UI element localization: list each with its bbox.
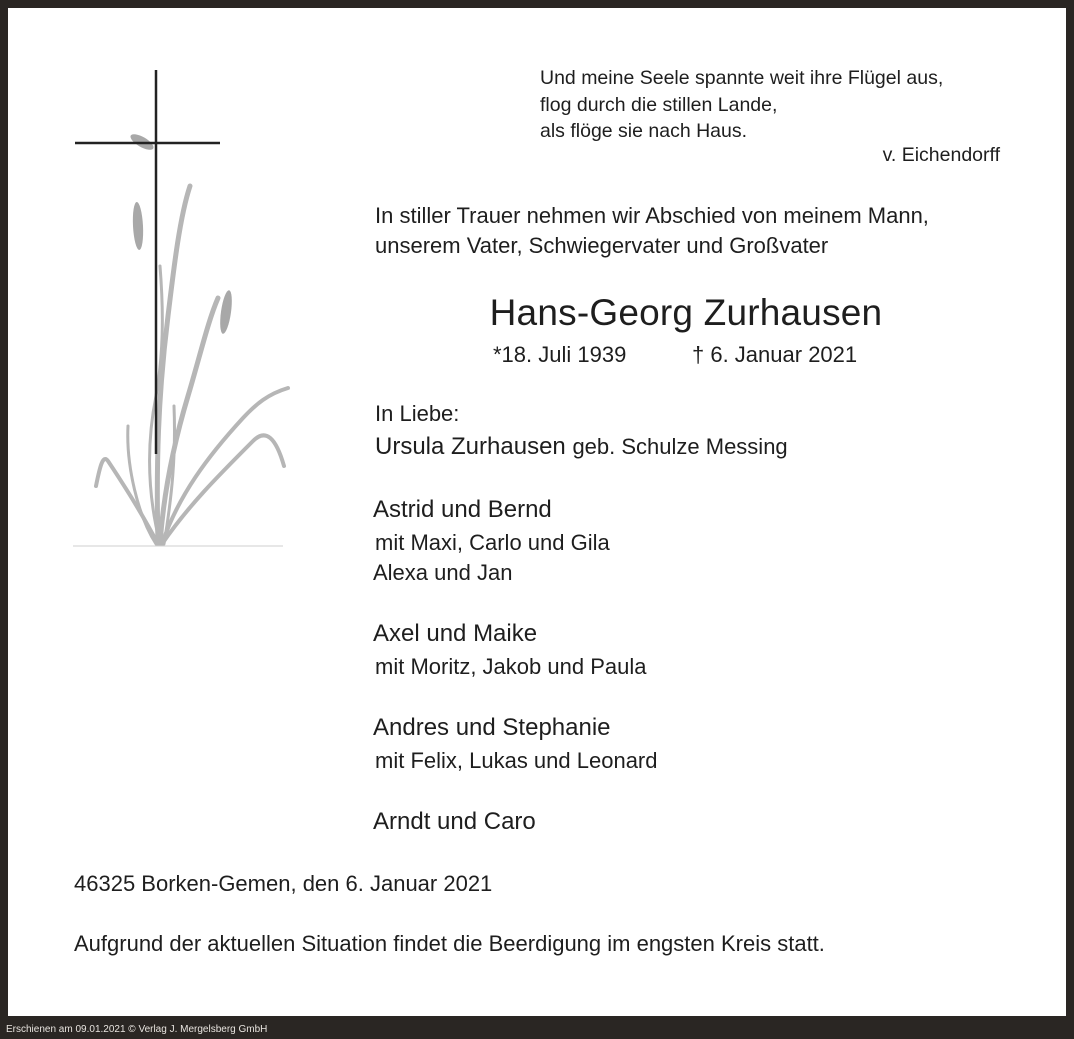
family-label: In Liebe: xyxy=(375,401,460,426)
family-group-name: Astrid und Bernd xyxy=(373,496,552,523)
family-group-name: Arndt und Caro xyxy=(373,808,536,835)
intro-line: unserem Vater, Schwiegervater und Großvater xyxy=(375,233,829,258)
publication-footer: Erschienen am 09.01.2021 © Verlag J. Mergelsberg GmbH xyxy=(6,1024,268,1035)
poem-line: Und meine Seele spannte weit ihre Flügel aus, xyxy=(540,67,944,89)
poem-author: v. Eichendorff xyxy=(882,144,1000,166)
family-group-name: Axel und Maike xyxy=(373,620,538,647)
funeral-notice: Aufgrund der aktuellen Situation findet die Beerdigung im engsten Kreis statt. xyxy=(74,931,825,956)
widow-maiden-name: geb. Schulze Messing xyxy=(572,434,788,459)
family-group-name: Andres und Stephanie xyxy=(373,714,611,741)
family-group-children: mit Moritz, Jakob und Paula xyxy=(375,654,647,679)
place-and-date: 46325 Borken-Gemen, den 6. Januar 2021 xyxy=(74,871,493,896)
obituary-card xyxy=(8,8,1066,1016)
poem-quote xyxy=(540,65,943,145)
family-group-children: mit Felix, Lukas und Leonard xyxy=(375,748,658,773)
intro-text xyxy=(375,201,929,261)
widow-name: Ursula Zurhausen xyxy=(375,433,566,460)
intro-line: In stiller Trauer nehmen wir Abschied von meinem Mann, xyxy=(375,203,929,228)
family-group-children: mit Maxi, Carlo und Gila xyxy=(375,530,610,555)
birth-date: *18. Juli 1939 xyxy=(493,342,627,367)
poem-line: flog durch die stillen Lande, xyxy=(540,93,778,116)
family-group-children: Alexa und Jan xyxy=(373,560,513,585)
death-date: † 6. Januar 2021 xyxy=(692,342,858,367)
widow xyxy=(375,433,788,461)
poem-line: als flöge sie nach Haus. xyxy=(540,120,748,142)
deceased-name: Hans-Georg Zurhausen xyxy=(489,292,883,333)
